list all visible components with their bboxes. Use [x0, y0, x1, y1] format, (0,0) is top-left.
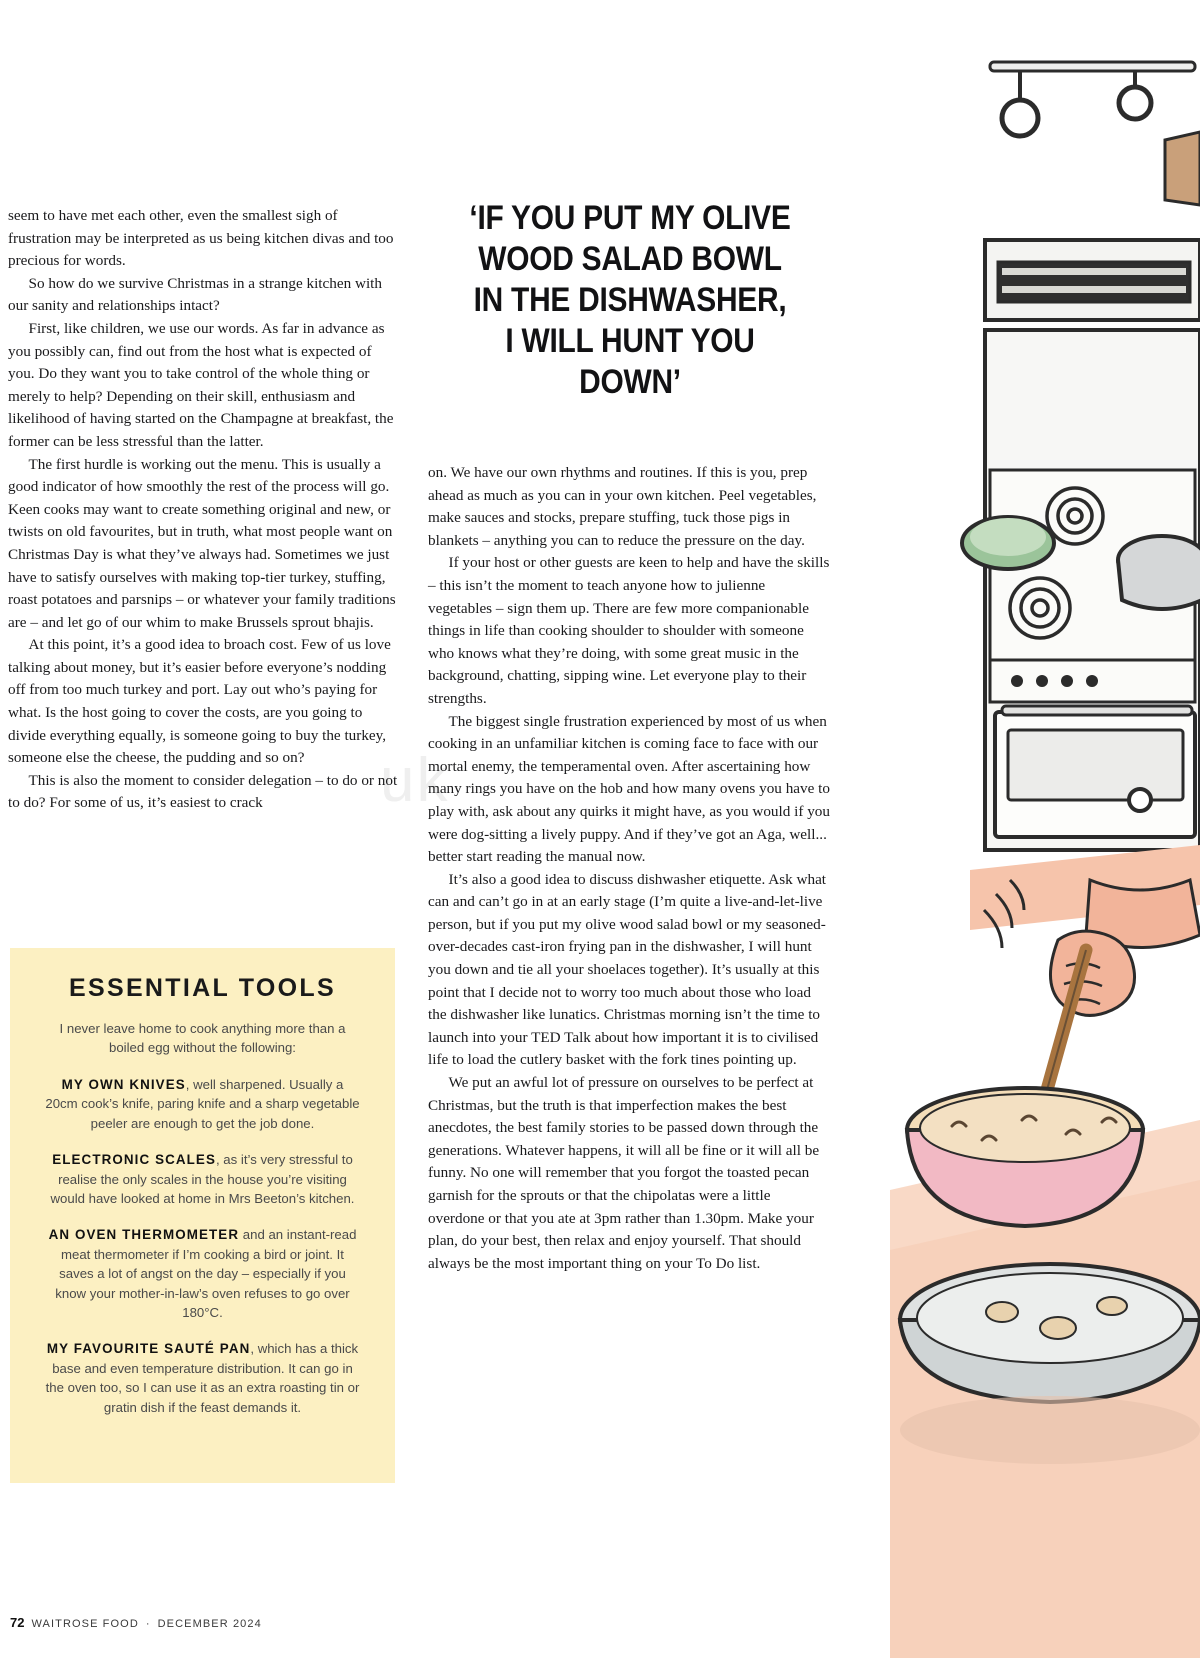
tool-body: , which has a thick base and even temperature distribution. It can go in the oven too, so I can use it as an extra roasting tin or gratin dish if the feast demands it. — [45, 1341, 360, 1415]
paragraph: We put an awful lot of pressure on ourselves to be perfect at Christmas, but the truth is that imperfection makes the best anecdotes, the best family stories to be passed down through the generations. Whatever happens, it will all be fine or it will all be funny. No one will remember that you forgot the toasted pecan garnish for the sprouts or that the chipolatas were a little overdone or that you ate at 3pm rather than 1.30pm. Make your plan, do your best, then relax and enjoy yourself. That should always be the most important thing on your To Do list. — [428, 1074, 820, 1272]
tool-item — [44, 1225, 361, 1322]
publication-name: WAITROSE FOOD — [31, 1618, 139, 1630]
paragraph: This is also the moment to consider delegation – to do or not to do? For some of us, it’s easiest to crack — [8, 771, 398, 812]
pull-quote-line-2: WOOD SALAD BOWL — [478, 240, 782, 278]
issue-date: DECEMBER 2024 — [157, 1618, 262, 1630]
essential-tools-box — [10, 948, 395, 1483]
watermark-text: uk — [380, 746, 450, 815]
paragraph: The first hurdle is working out the menu. This is usually a good indicator of how smoothly the rest of the process will go. Keen cooks may want to create something original and new, or twists on old favourites, but in truth, what most people want on Christmas Day is what they’ve always had. Sometimes we just have to satisfy ourselves with making top-tier turkey, stuffing, roast potatoes and parsnips – or whatever your family traditions are – and let go of our whim to make Brussels sprout bhajis. — [8, 455, 396, 631]
body-column-left — [8, 205, 400, 815]
essential-tools-intro: I never leave home to cook anything more than a boiled egg without the following: — [59, 1021, 346, 1055]
tool-body: , as it’s very stressful to realise the only scales in the house you’re visiting would have looked at home in Mrs Beeton’s kitchen. — [50, 1152, 355, 1207]
page-footer — [10, 1615, 262, 1630]
footer-separator: · — [145, 1618, 151, 1630]
essential-tools-title: ESSENTIAL TOOLS — [69, 974, 336, 1002]
tool-heading: MY OWN KNIVES — [61, 1077, 186, 1092]
tool-item — [44, 1150, 361, 1208]
tool-item — [44, 1339, 361, 1417]
pull-quote-line-1: ‘IF YOU PUT MY OLIVE — [469, 199, 791, 237]
page-number: 72 — [10, 1615, 25, 1630]
illustration-svg — [890, 0, 1200, 1658]
tool-body: and an instant-read meat thermometer if I’m cooking a bird or joint. It saves a lot of angst on the day – especially if you know your mother-in-law’s oven refuses to go over 180°C. — [55, 1227, 357, 1321]
tool-heading: AN OVEN THERMOMETER — [48, 1227, 240, 1243]
kitchen-illustration — [890, 0, 1200, 1658]
pull-quote-line-3: IN THE DISHWASHER, — [473, 281, 787, 319]
paragraph: At this point, it’s a good idea to broach cost. Few of us love talking about money, but it’s easier before everyone’s nodding off from too much turkey and port. Lay out who’s paying for what. Is the host going to cover the costs, are you going to divide everything equally, is someone going to buy the turkey, someone else the cheese, the pudding and so on? — [8, 636, 391, 767]
paragraph: on. We have our own rhythms and routines. If this is you, prep ahead as much as you can in your own kitchen. Peel vegetables, make sauces and stocks, prepare stuffing, tuck those pigs in blankets – anything you can to reduce the pressure on the day. — [428, 464, 817, 549]
paragraph: If your host or other guests are keen to help and have the skills – this isn’t the moment to teach anyone how to julienne vegetables – sign them up. There are few more companionable things in life than cooking shoulder to shoulder with someone who knows what they’re doing, with some great music in the background, chatting, sipping wine. Let everyone play to their strengths. — [428, 554, 830, 707]
tool-heading: MY FAVOURITE SAUTÉ PAN — [46, 1341, 251, 1357]
tool-heading: ELECTRONIC SCALES — [52, 1152, 216, 1168]
paragraph: So how do we survive Christmas in a strange kitchen with our sanity and relationships intact? — [8, 274, 382, 315]
tool-body: , well sharpened. Usually a 20cm cook’s knife, paring knife and a sharp vegetable peeler are enough to get the job done. — [45, 1077, 360, 1131]
tool-item — [44, 1075, 361, 1133]
paragraph: seem to have met each other, even the smallest sigh of frustration may be interpreted as us being kitchen divas and too precious for words. — [8, 207, 394, 270]
pull-quote-line-4: I WILL HUNT YOU DOWN’ — [505, 322, 755, 401]
paragraph: First, like children, we use our words. As far in advance as you possibly can, find out from the host what is expected of you. Do they want you to take control of the whole thing or merely to help? Depending on their skill, enthusiasm and likelihood of having started on the Champagne at breakfast, the former can be less stressful than the latter. — [8, 319, 394, 450]
body-column-right — [428, 462, 830, 1275]
paragraph: It’s also a good idea to discuss dishwasher etiquette. Ask what can and can’t go in at an early stage (I’m quite a live-and-let-live person, but if you put my olive wood salad bowl or my seasoned-over-decades cast-iron frying pan in the dishwasher, I will hunt you down and tie all your shoelaces together). It’s usually at this point that I decide not to worry too much about those who load the dishwasher like lunatics. Christmas morning isn’t the time to launch into your TED Talk about how important it is to civilised life to load the cutlery basket with the fork tines pointing up. — [428, 870, 827, 1069]
paragraph: The biggest single frustration experienced by most of us when cooking in an unfamiliar kitchen is coming face to face with our mortal enemy, the temperamental oven. After ascertaining how many rings you have on the hob and how many ovens you have to play with, ask about any quirks it might have, as you would if you were dog-sitting a lively puppy. And if they’ve got an Aga, well... better start reading the manual now. — [428, 712, 830, 866]
pull-quote — [452, 198, 808, 403]
